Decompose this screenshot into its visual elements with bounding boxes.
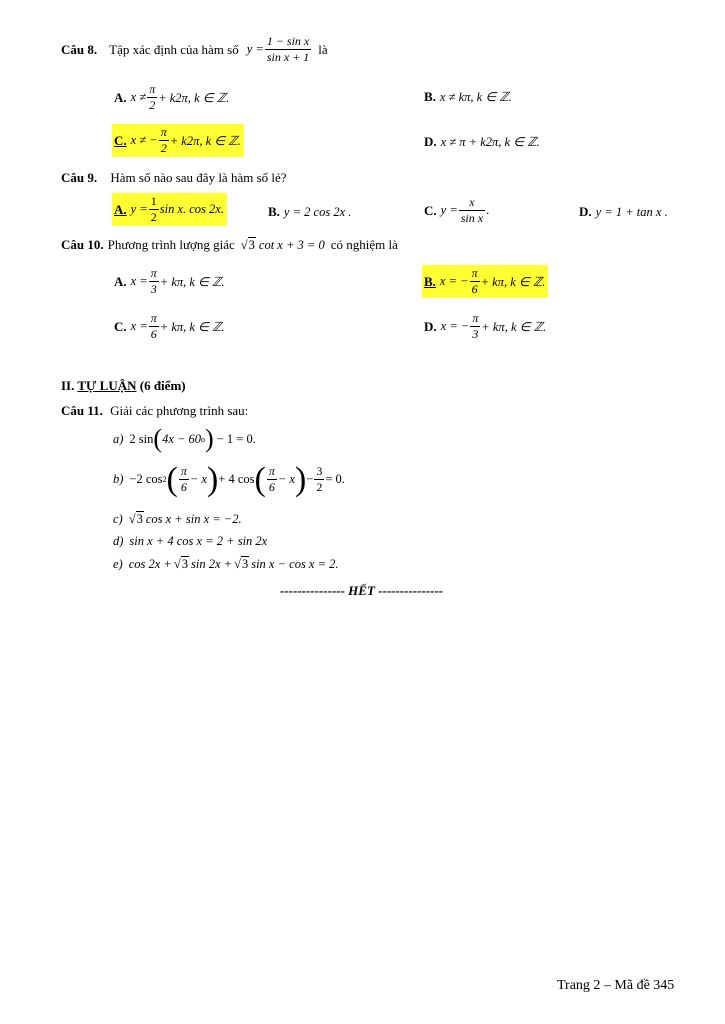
option-c: C. y = $\frac{x}{\text{sin x}}$ . [424, 195, 490, 225]
option-b: B. x ≠ kπ, k ∈ ℤ. [424, 89, 512, 104]
option-b: B. y = 2 cos 2x . [268, 204, 352, 219]
option-c-correct: C. x ≠ − $\frac{\pi}{2}$ + k2π, k ∈ ℤ. [112, 124, 244, 157]
equation-d: d) sin x + 4 cos x = 2 + sin 2x [113, 534, 268, 548]
question-text: Tập xác định của hàm số [109, 41, 239, 57]
page-footer: Trang 2 – Mã đề 345 [557, 978, 675, 993]
sqrt-symbol: √3 [234, 557, 249, 571]
function-lhs: y = [246, 42, 264, 56]
question-10-stem: Câu 10. Phương trình lượng giác √3 cot x + 3 = 0 có nghiệm là [61, 237, 398, 252]
option-d: D. x = − $\frac{\pi}{3}$ + kπ, k ∈ ℤ. [424, 311, 547, 341]
question-8-stem: Câu 8. Tập xác định của hàm số y = $\frac{\text{1 − sin x}}{\text{sin x + 1}}$ là [61, 34, 328, 64]
option-c: C. x = $\frac{\pi}{6}$ + kπ, k ∈ ℤ. [114, 311, 225, 341]
equation-e: e) cos 2x + √3 sin 2x + √3 sin x − cos x = 2. [113, 557, 339, 571]
sqrt-symbol: √3 [128, 512, 143, 526]
end-mark: --------------- HẾT --------------- [280, 583, 444, 598]
equation-b: b) −2 cos 2 ( $\frac{\pi}{6}$ − x ) + 4 cos ( $\frac{\pi}{6}$ − x ) − $\frac{3}{2}$ = 0. [113, 460, 345, 498]
option-b-correct: B. x = − $\frac{\pi}{6}$ + kπ, k ∈ ℤ. [422, 265, 548, 298]
question-text: Hàm số nào sau đây là hàm số lẻ? [110, 170, 287, 185]
sqrt-symbol: √3 [173, 557, 188, 571]
option-d: D. x ≠ π + k2π, k ∈ ℤ. [424, 134, 540, 149]
equation-a: a) 2 sin ( 4x − 60 o ) − 1 = 0. [113, 424, 256, 453]
sqrt-symbol: √3 [240, 237, 255, 252]
question-label: Câu 11. [61, 403, 103, 418]
question-label: Câu 10. [61, 237, 104, 252]
equation-c: c) √3 cos x + sin x = −2. [113, 512, 242, 526]
question-label: Câu 9. [61, 170, 98, 185]
question-text: Giải các phương trình sau: [110, 403, 249, 418]
question-9-stem [61, 170, 287, 186]
question-11-stem [61, 403, 248, 419]
question-label: Câu 8. [61, 41, 98, 57]
question-text: Phương trình lượng giác [107, 237, 235, 252]
option-a: A. x ≠ $\frac{\pi}{2}$ + k2π, k ∈ ℤ. [114, 82, 230, 112]
option-a-correct: A. y = $\frac{1}{2}$ sin x. cos 2x. [112, 193, 227, 226]
option-a: A. x = $\frac{\pi}{3}$ + kπ, k ∈ ℤ. [114, 266, 225, 296]
option-d: D. y = 1 + tan x . [579, 204, 668, 219]
function-fraction: $\frac{\text{1 − sin x}}{\text{sin x + 1}}$ [266, 34, 310, 64]
section-heading: II. TỰ LUẬN (6 điểm) [61, 378, 186, 393]
